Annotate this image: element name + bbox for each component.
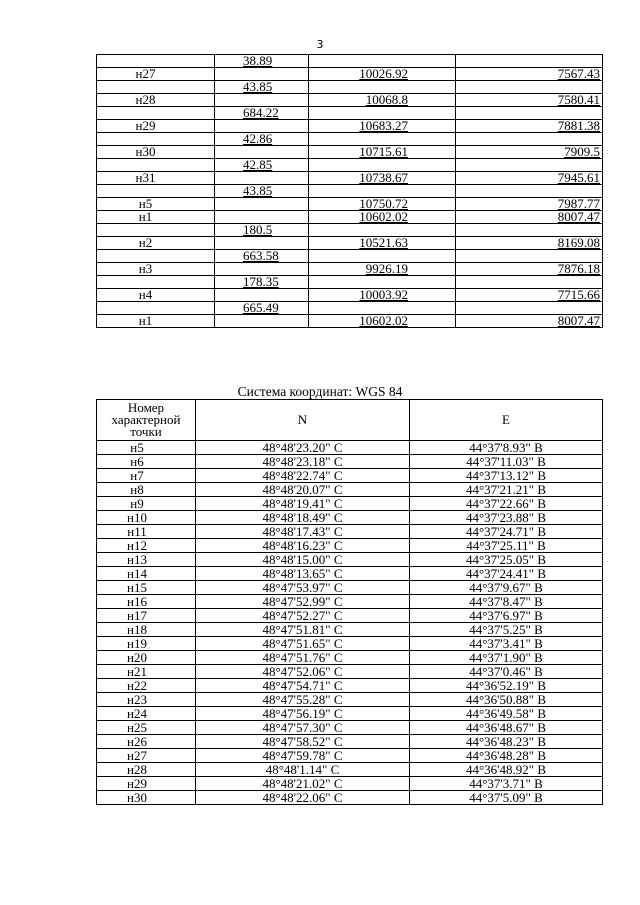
y-coordinate-cell: 7567.43 <box>456 68 603 81</box>
latitude-cell: 48°48'16.23" С <box>196 539 410 553</box>
point-name-cell <box>97 81 215 94</box>
point-name-cell: н6 <box>97 455 196 469</box>
table-row <box>97 707 603 721</box>
y-coordinate-cell: 7987.77 <box>456 198 603 211</box>
longitude-cell: 44°37'5.25" В <box>410 623 603 637</box>
distance-row <box>97 159 603 172</box>
longitude-cell: 44°37'21.21" В <box>410 483 603 497</box>
x-coordinate-cell: 10750.72 <box>309 198 456 211</box>
point-name-cell <box>97 185 215 198</box>
table-row <box>97 595 603 609</box>
distance-row <box>97 55 603 68</box>
x-coordinate-cell: 10683.27 <box>309 120 456 133</box>
x-coordinate-cell: 10521.63 <box>309 237 456 250</box>
point-name-cell: н3 <box>97 263 215 276</box>
longitude-cell: 44°37'5.09" В <box>410 791 603 805</box>
point-name-cell <box>97 107 215 120</box>
table-row <box>97 609 603 623</box>
point-name-cell: н5 <box>97 198 215 211</box>
y-coordinate-cell: 7715.66 <box>456 289 603 302</box>
longitude-cell: 44°36'48.92" В <box>410 763 603 777</box>
longitude-cell: 44°37'1.90" В <box>410 651 603 665</box>
longitude-cell: 44°36'48.67" В <box>410 721 603 735</box>
x-coordinate-cell: 10602.02 <box>309 315 456 328</box>
distance-cell: 684.22 <box>215 107 309 120</box>
table-row <box>97 721 603 735</box>
distance-row <box>97 107 603 120</box>
latitude-cell: 48°47'52.99" С <box>196 595 410 609</box>
point-row <box>97 315 603 328</box>
point-name-cell: н1 <box>97 315 215 328</box>
point-name-cell: н31 <box>97 172 215 185</box>
x-coordinate-cell: 10068.8 <box>309 94 456 107</box>
y-coordinate-cell: 7945.61 <box>456 172 603 185</box>
distance-cell: 38.89 <box>215 55 309 68</box>
latitude-cell: 48°47'52.06" С <box>196 665 410 679</box>
latitude-cell: 48°48'18.49" С <box>196 511 410 525</box>
page-number: 3 <box>316 38 324 51</box>
point-name-cell: н27 <box>97 68 215 81</box>
latitude-cell: 48°48'21.02" С <box>196 777 410 791</box>
latitude-cell: 48°48'15.00" С <box>196 553 410 567</box>
point-name-cell: н23 <box>97 693 196 707</box>
latitude-cell: 48°47'58.52" С <box>196 735 410 749</box>
longitude-cell: 44°36'48.28" В <box>410 749 603 763</box>
distance-cell: 178.35 <box>215 276 309 289</box>
point-name-cell: н13 <box>97 553 196 567</box>
point-row <box>97 237 603 250</box>
latitude-cell: 48°47'51.81" С <box>196 623 410 637</box>
point-row <box>97 289 603 302</box>
point-name-cell: н22 <box>97 679 196 693</box>
point-name-cell: н11 <box>97 525 196 539</box>
latitude-cell: 48°48'17.43" С <box>196 525 410 539</box>
distance-cell: 180.5 <box>215 224 309 237</box>
table-row <box>97 441 603 455</box>
latitude-cell: 48°48'19.41" С <box>196 497 410 511</box>
y-coordinate-cell: 7881.38 <box>456 120 603 133</box>
point-name-cell: н2 <box>97 237 215 250</box>
table-row <box>97 511 603 525</box>
point-name-cell: н30 <box>97 791 196 805</box>
distance-coordinate-table <box>96 54 603 328</box>
point-name-cell <box>97 276 215 289</box>
x-coordinate-cell: 10738.67 <box>309 172 456 185</box>
point-name-cell: н18 <box>97 623 196 637</box>
latitude-cell: 48°47'56.19" С <box>196 707 410 721</box>
point-name-cell: н30 <box>97 146 215 159</box>
table-row <box>97 749 603 763</box>
point-row <box>97 172 603 185</box>
point-name-cell: н15 <box>97 581 196 595</box>
point-name-cell <box>97 55 215 68</box>
x-coordinate-cell: 10003.92 <box>309 289 456 302</box>
point-name-cell: н17 <box>97 609 196 623</box>
table-row <box>97 581 603 595</box>
longitude-cell: 44°37'11.03" В <box>410 455 603 469</box>
longitude-cell: 44°37'3.41" В <box>410 637 603 651</box>
point-name-cell: н4 <box>97 289 215 302</box>
longitude-cell: 44°37'23.88" В <box>410 511 603 525</box>
point-name-cell: н26 <box>97 735 196 749</box>
latitude-cell: 48°48'23.18" С <box>196 455 410 469</box>
table-row <box>97 679 603 693</box>
x-coordinate-cell: 10026.92 <box>309 68 456 81</box>
distance-row <box>97 276 603 289</box>
latitude-cell: 48°47'52.27" С <box>196 609 410 623</box>
longitude-cell: 44°36'50.88" В <box>410 693 603 707</box>
longitude-cell: 44°37'25.05" В <box>410 553 603 567</box>
point-name-cell: н19 <box>97 637 196 651</box>
distance-cell: 43.85 <box>215 81 309 94</box>
longitude-cell: 44°37'0.46" В <box>410 665 603 679</box>
latitude-cell: 48°47'51.76" С <box>196 651 410 665</box>
latitude-cell: 48°48'23.20" С <box>196 441 410 455</box>
point-name-cell: н29 <box>97 777 196 791</box>
point-name-cell <box>97 133 215 146</box>
point-name-cell: н24 <box>97 707 196 721</box>
point-row <box>97 198 603 211</box>
header-row <box>97 400 603 441</box>
point-row <box>97 263 603 276</box>
coordinate-system-caption: Система координат: WGS 84 <box>237 384 403 399</box>
latitude-cell: 48°47'59.78" С <box>196 749 410 763</box>
point-name-cell: н27 <box>97 749 196 763</box>
table-row <box>97 693 603 707</box>
point-name-cell: н12 <box>97 539 196 553</box>
point-name-cell: н10 <box>97 511 196 525</box>
distance-row <box>97 185 603 198</box>
point-name-cell <box>97 159 215 172</box>
distance-row <box>97 133 603 146</box>
longitude-cell: 44°37'9.67" В <box>410 581 603 595</box>
y-coordinate-cell: 8007.47 <box>456 315 603 328</box>
point-row <box>97 211 603 224</box>
y-coordinate-cell: 7580.41 <box>456 94 603 107</box>
table-row <box>97 791 603 805</box>
point-name-cell: н5 <box>97 441 196 455</box>
point-name-cell: н28 <box>97 763 196 777</box>
latitude-cell: 48°47'54.71" С <box>196 679 410 693</box>
distance-cell <box>215 198 309 211</box>
distance-cell: 42.86 <box>215 133 309 146</box>
point-row <box>97 120 603 133</box>
table-row <box>97 497 603 511</box>
x-coordinate-cell: 9926.19 <box>309 263 456 276</box>
point-name-cell: н28 <box>97 94 215 107</box>
longitude-cell: 44°37'8.47" В <box>410 595 603 609</box>
table-row <box>97 651 603 665</box>
table-row <box>97 567 603 581</box>
latitude-cell: 48°48'22.74" С <box>196 469 410 483</box>
y-coordinate-cell: 8169.08 <box>456 237 603 250</box>
y-coordinate-cell: 7876.18 <box>456 263 603 276</box>
point-name-cell: н29 <box>97 120 215 133</box>
distance-cell: 42.85 <box>215 159 309 172</box>
longitude-cell: 44°37'13.12" В <box>410 469 603 483</box>
longitude-cell: 44°37'8.93" В <box>410 441 603 455</box>
distance-row <box>97 250 603 263</box>
distance-cell: 43.85 <box>215 185 309 198</box>
point-name-cell: н1 <box>97 211 215 224</box>
table-row <box>97 455 603 469</box>
table-row <box>97 483 603 497</box>
distance-cell: 665.49 <box>215 302 309 315</box>
longitude-cell: 44°36'49.58" В <box>410 707 603 721</box>
table-row <box>97 469 603 483</box>
point-row <box>97 146 603 159</box>
point-name-cell: н14 <box>97 567 196 581</box>
point-name-cell: н20 <box>97 651 196 665</box>
point-name-cell: н9 <box>97 497 196 511</box>
latitude-cell: 48°48'20.07" С <box>196 483 410 497</box>
point-name-cell: н16 <box>97 595 196 609</box>
longitude-cell: 44°37'24.71" В <box>410 525 603 539</box>
longitude-cell: 44°37'22.66" В <box>410 497 603 511</box>
latitude-cell: 48°48'22.06" С <box>196 791 410 805</box>
wgs84-coordinate-table <box>96 399 603 805</box>
point-name-cell <box>97 250 215 263</box>
point-name-cell <box>97 302 215 315</box>
longitude-cell: 44°37'24.41" В <box>410 567 603 581</box>
header-e: E <box>410 400 603 441</box>
point-name-cell: н8 <box>97 483 196 497</box>
distance-row <box>97 224 603 237</box>
header-point-number: Номер характерной точки <box>97 400 196 441</box>
latitude-cell: 48°47'57.30" С <box>196 721 410 735</box>
longitude-cell: 44°36'48.23" В <box>410 735 603 749</box>
table-row <box>97 539 603 553</box>
table-row <box>97 777 603 791</box>
longitude-cell: 44°36'52.19" В <box>410 679 603 693</box>
table-row <box>97 623 603 637</box>
header-n: N <box>196 400 410 441</box>
latitude-cell: 48°48'1.14" С <box>196 763 410 777</box>
table-row <box>97 735 603 749</box>
latitude-cell: 48°47'51.65" С <box>196 637 410 651</box>
point-name-cell <box>97 224 215 237</box>
table-row <box>97 665 603 679</box>
longitude-cell: 44°37'6.97" В <box>410 609 603 623</box>
table-row <box>97 553 603 567</box>
x-coordinate-cell: 10602.02 <box>309 211 456 224</box>
latitude-cell: 48°48'13.65" С <box>196 567 410 581</box>
distance-row <box>97 302 603 315</box>
point-name-cell: н21 <box>97 665 196 679</box>
longitude-cell: 44°37'25.11" В <box>410 539 603 553</box>
distance-row <box>97 81 603 94</box>
x-coordinate-cell: 10715.61 <box>309 146 456 159</box>
table-row <box>97 763 603 777</box>
y-coordinate-cell: 7909.5 <box>456 146 603 159</box>
point-name-cell: н25 <box>97 721 196 735</box>
distance-cell <box>215 315 309 328</box>
latitude-cell: 48°47'55.28" С <box>196 693 410 707</box>
longitude-cell: 44°37'3.71" В <box>410 777 603 791</box>
latitude-cell: 48°47'53.97" С <box>196 581 410 595</box>
point-name-cell: н7 <box>97 469 196 483</box>
y-coordinate-cell: 8007.47 <box>456 211 603 224</box>
point-row <box>97 94 603 107</box>
table-row <box>97 637 603 651</box>
distance-cell: 663.58 <box>215 250 309 263</box>
table-row <box>97 525 603 539</box>
point-row <box>97 68 603 81</box>
